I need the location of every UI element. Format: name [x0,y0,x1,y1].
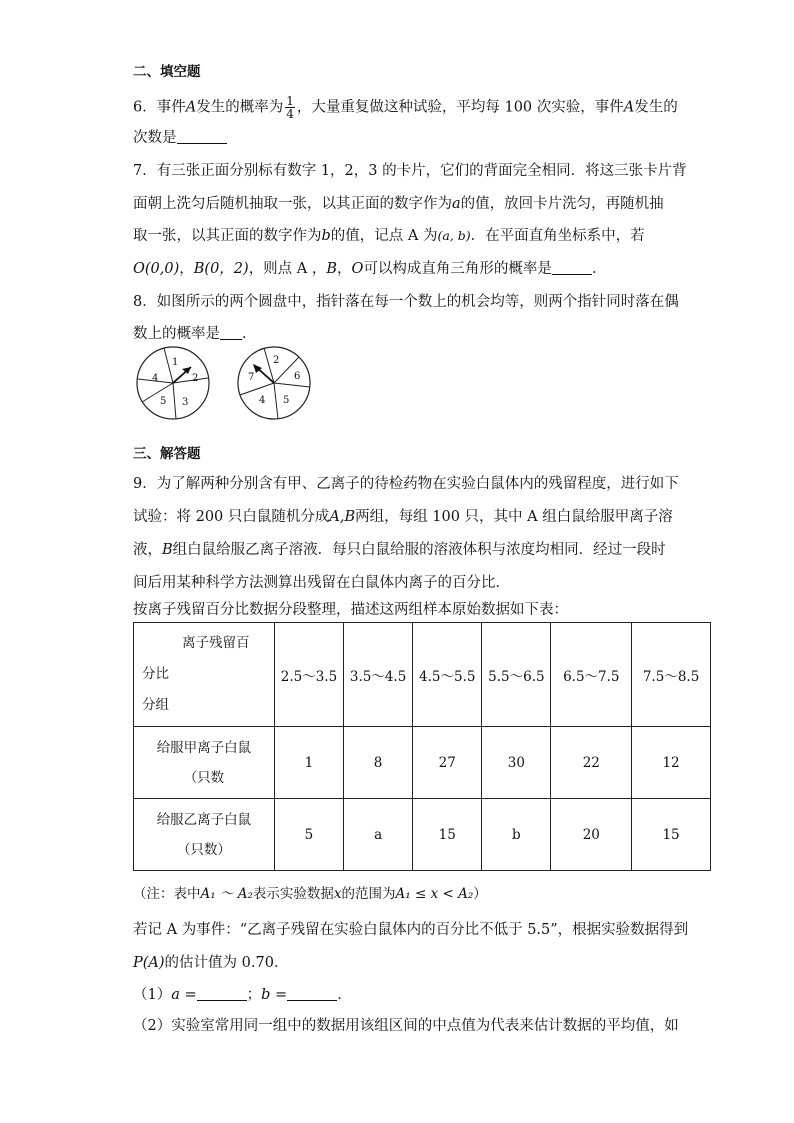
spinner-disc-1 [137,347,209,419]
question-9-line-3: 液，B组白鼠给服乙离子溶液．每只白鼠给服的溶液体积与浓度均相同．经过一段时 [133,542,666,558]
table-cell: 30 [482,727,551,799]
sub-question-1: （1）a = ；b = ． [133,987,352,1003]
column-header: 4.5～5.5 [413,623,482,727]
column-header: 7.5～8.5 [632,623,711,727]
table-cell: 5 [274,799,343,871]
question-9-line-4: 间后用某种科学方法测算出残留在白鼠体内离子的百分比． [133,575,510,591]
disc2-number: 5 [283,395,290,406]
column-header: 2.5～3.5 [274,623,343,727]
column-header: 6.5～7.5 [551,623,632,727]
question-6-line-1: 6．事件A发生的概率为 $\frac{1}{4}$ ，大量重复做这种试验，平均每 100 次实验，事件A发生的 [133,94,678,121]
question-7-line-3: 取一张，以其正面的数字作为b的值，记点 A 为(a, b)．在平面直角坐标系中，若 [133,228,645,244]
spinner-disc-2 [238,347,310,419]
question-8-line-2: 数上的概率是 ． [133,326,257,342]
disc2-number: 7 [248,372,255,383]
data-table [133,622,711,871]
table-cell: 15 [632,799,711,871]
answer-blank-q8[interactable] [220,325,242,340]
table-row [134,799,711,871]
answer-blank-a[interactable] [197,986,247,1001]
table-cell: a [344,799,413,871]
column-header: 5.5～6.5 [482,623,551,727]
question-8-line-1: 8．如图所示的两个圆盘中，指针落在每一个数上的机会均等，则两个指针同时落在偶 [133,294,679,310]
table-cell: 8 [344,727,413,799]
column-header: 3.5～4.5 [344,623,413,727]
table-cell: 22 [551,727,632,799]
event-line-2: P(A)的估计值为 0.70． [133,955,289,971]
question-6-line-2: 次数是 [133,128,227,148]
disc2-number: 6 [294,371,301,382]
sub-question-2: （2）实验室常用同一组中的数据用该组区间的中点值为代表来估计数据的平均值，如 [133,1018,679,1034]
row-label: 给服甲离子白鼠 （只数 [134,727,275,799]
answer-blank-b[interactable] [287,986,337,1001]
disc1-number: 2 [192,373,199,384]
question-7-line-4: O(0,0)，B(0，2)，则点 A ，B，O可以构成直角三角形的概率是 ． [133,261,607,277]
table-row [134,727,711,799]
question-7-line-2: 面朝上洗匀后随机抽取一张，以其正面的数字作为a的值，放回卡片洗匀，再随机抽 [133,196,664,212]
section-2-title: 二、填空题 [133,64,201,80]
question-9-line-2: 试验：将 200 只白鼠随机分成A,B两组，每组 100 只，其中 A 组白鼠给服甲离子溶 [133,509,673,525]
table-cell: 12 [632,727,711,799]
q6-number: 6． [133,99,157,116]
table-corner-cell: 离子残留百 分比 分组 [134,623,275,727]
spinner-figure [134,345,324,423]
disc1-number: 1 [172,357,179,368]
question-9-line-1: 9．为了解两种分别含有甲、乙离子的待检药物在实验白鼠体内的残留程度，进行如下 [133,476,679,492]
table-cell: b [482,799,551,871]
event-a: A [185,99,197,116]
answer-blank-q6[interactable] [177,129,227,144]
row-label: 给服乙离子白鼠 （只数） [134,799,275,871]
table-cell: 20 [551,799,632,871]
fraction-one-quarter: $\frac{1}{4}$ [286,94,294,121]
disc1-number: 4 [152,373,159,384]
table-cell: 1 [274,727,343,799]
table-note: （注：表中A₁ ～ A₂表示实验数据x的范围为A₁ ≤ x < A₂） [133,886,487,902]
question-7-line-1: 7．有三张正面分别标有数字 1，2，3 的卡片，它们的背面完全相同．将这三张卡片背 [133,163,687,179]
event-line-1: 若记 A 为事件：“乙离子残留在实验白鼠体内的百分比不低于 5.5”，根据实验数据得到 [133,922,689,938]
answer-blank-q7[interactable] [552,260,592,275]
disc1-number: 3 [182,397,189,408]
table-cell: 15 [413,799,482,871]
disc1-number: 5 [160,396,167,407]
question-9-line-5: 按离子残留百分比数据分段整理，描述这两组样本原始数据如下表： [133,602,568,618]
table-cell: 27 [413,727,482,799]
disc2-number: 4 [259,395,266,406]
section-3-title: 三、解答题 [133,446,201,462]
table-header-row [134,623,711,727]
disc2-number: 2 [273,355,280,366]
